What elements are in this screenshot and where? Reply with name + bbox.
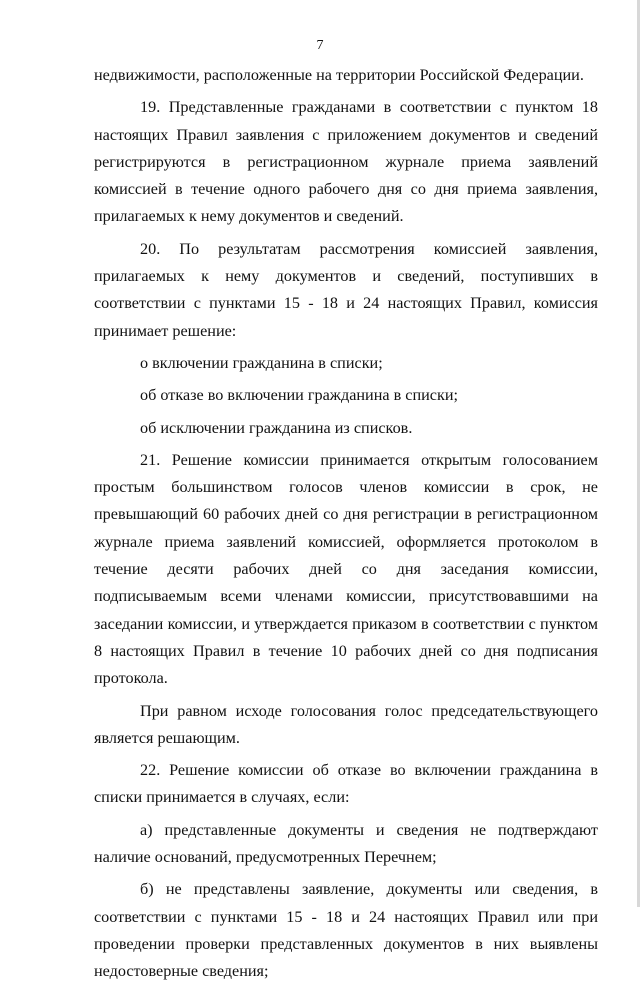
subitem-b: б) не представлены заявление, документы или сведения, в соответствии с пунктами 15 - 18 и 24 настоящих Правил или при проведении проверки представленных документов в них выявлены недостоверные сведения; (94, 880, 598, 981)
paragraph-continuation: недвижимости, расположенные на территории Российской Федерации. (94, 66, 584, 84)
paragraph-21: 21. Решение комиссии принимается открытым голосованием простым большинством голосов членов комиссии в срок, не превышающий 60 рабочих дней со дня регистрации в регистрационном журнале приема заявлений комиссией, оформляется протоколом в течение десяти рабочих дней со дня заседания комиссии, подписываемым всеми членами комиссии, присутствовавшими на заседании комиссии, и утверждается приказом в соответствии с пунктом 8 настоящих Правил в течение 10 рабочих дней со дня подписания протокола. (94, 450, 598, 688)
paragraph-20: 20. По результатам рассмотрения комиссией заявления, прилагаемых к нему документов и сведений, поступивших в соответствии с пунктами 15 - 18 и 24 настоящих Правил, комиссия принимает решение: (94, 239, 598, 340)
subitem-a: а) представленные документы и сведения не подтверждают наличие оснований, предусмотренных Перечнем; (94, 820, 598, 867)
list-item-refuse: об отказе во включении гражданина в списки; (140, 386, 459, 405)
paragraph-22: 22. Решение комиссии об отказе во включении гражданина в списки принимается в случаях, если: (94, 761, 598, 807)
list-item-include: о включении гражданина в списки; (140, 353, 383, 372)
document-body (94, 62, 598, 986)
paragraph-19: 19. Представленные гражданами в соответствии с пунктом 18 настоящих Правил заявления с приложением документов и сведений регистрируются в регистрационном журнале приема заявлений комиссией в течение одного рабочего дня со дня приема заявления, прилагаемых к нему документов и сведений. (94, 98, 598, 226)
paragraph-tie-vote: При равном исходе голосования голос председательствующего является решающим. (94, 701, 598, 747)
page-number: 7 (316, 38, 324, 53)
list-item-exclude: об исключении гражданина из списков. (140, 418, 413, 437)
